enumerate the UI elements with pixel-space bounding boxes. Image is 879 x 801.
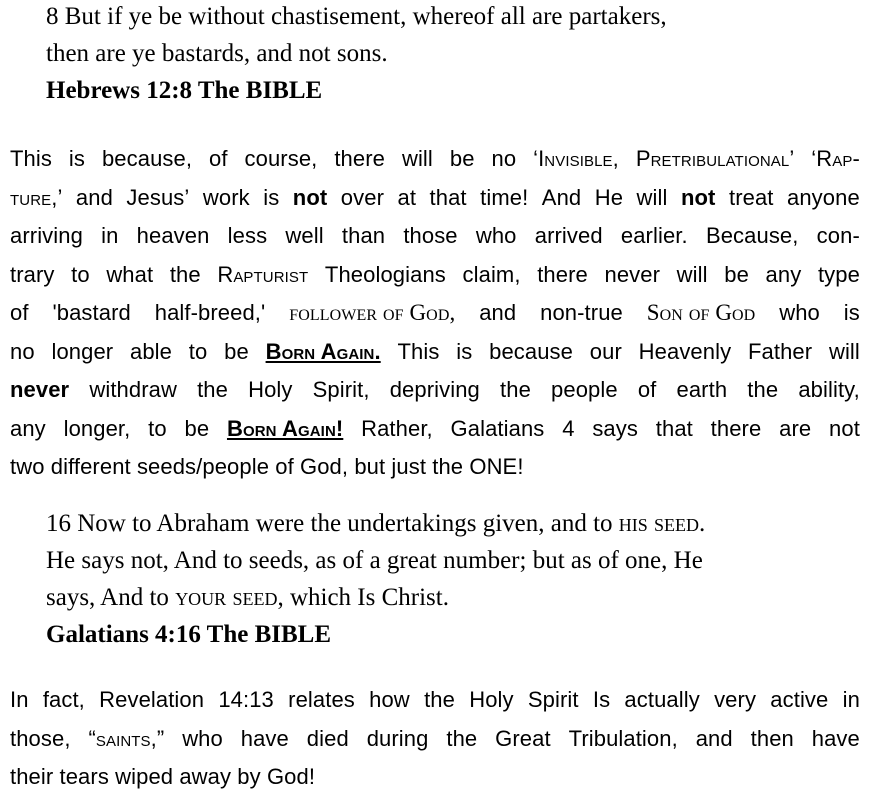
paragraph-line: ture,’ and Jesus’ work is not over at that time! And He will not treat anyone [10,179,860,218]
small-caps-term: Pretribulational’ [635,146,795,171]
paragraph-line: arriving in heaven less well than those who arrived earlier. Because, con- [10,223,860,248]
paragraph-line: two different seeds/people of God, but just the ONE! [10,454,524,479]
small-caps-term: ture,’ [10,184,63,210]
paragraph-line: any longer, to be Born Again! Rather, Galatians 4 says that there are not [10,410,860,449]
paragraph-line: trary to what the Rapturist Theologians claim, there never will be any type [10,256,860,295]
verse-quote-galatians [46,505,866,653]
paragraph-closing [10,681,860,797]
small-caps-term: “saints,” [88,725,165,751]
small-caps-term: Son of God [646,300,756,325]
verse-line: 8 But if ye be without chastisement, whereof all are partakers, [46,3,667,30]
small-caps-term: follower of God, [289,300,456,325]
small-caps-term: his seed [618,510,700,537]
verse-line: then are ye bastards, and not sons. [46,40,388,67]
small-caps-term: Rapturist [217,261,309,287]
verse-quote-hebrews [46,0,866,109]
bold-underlined-term: Born Again. [265,338,381,364]
paragraph-line: of 'bastard half-breed,' follower of God, and non-true Son of God who is [10,294,860,333]
paragraph-line: their tears wiped away by God! [10,764,316,789]
verse-citation: Hebrews 12:8 The BIBLE [46,77,323,104]
small-caps-term: your seed [175,584,278,611]
small-caps-term: ‘Invisible, [533,146,619,171]
bold-emphasis: not [680,184,716,210]
bold-emphasis: not [292,184,328,210]
paragraph-line: no longer able to be Born Again. This is because our Heavenly Father will [10,333,860,372]
bold-emphasis: never [10,377,70,402]
small-caps-term: ‘Rap- [811,146,860,171]
paragraph-line: This is because, of course, there will be no ‘Invisible, Pretribulational’ ‘Rap- [10,140,860,179]
paragraph-main [10,140,860,487]
verse-line: says, And to your seed, which Is Christ. [46,584,449,611]
verse-line: He says not, And to seeds, as of a great number; but as of one, He [46,547,703,574]
verse-line: 16 Now to Abraham were the undertakings given, and to his seed. [46,510,706,537]
paragraph-line: In fact, Revelation 14:13 relates how the Holy Spirit Is actually very active in [10,687,860,712]
paragraph-line: those, “saints,” who have died during the Great Tribulation, and then have [10,720,860,759]
verse-citation: Galatians 4:16 The BIBLE [46,621,332,648]
bold-underlined-term: Born Again! [226,415,344,441]
paragraph-line: never withdraw the Holy Spirit, depriving the people of earth the ability, [10,371,860,410]
